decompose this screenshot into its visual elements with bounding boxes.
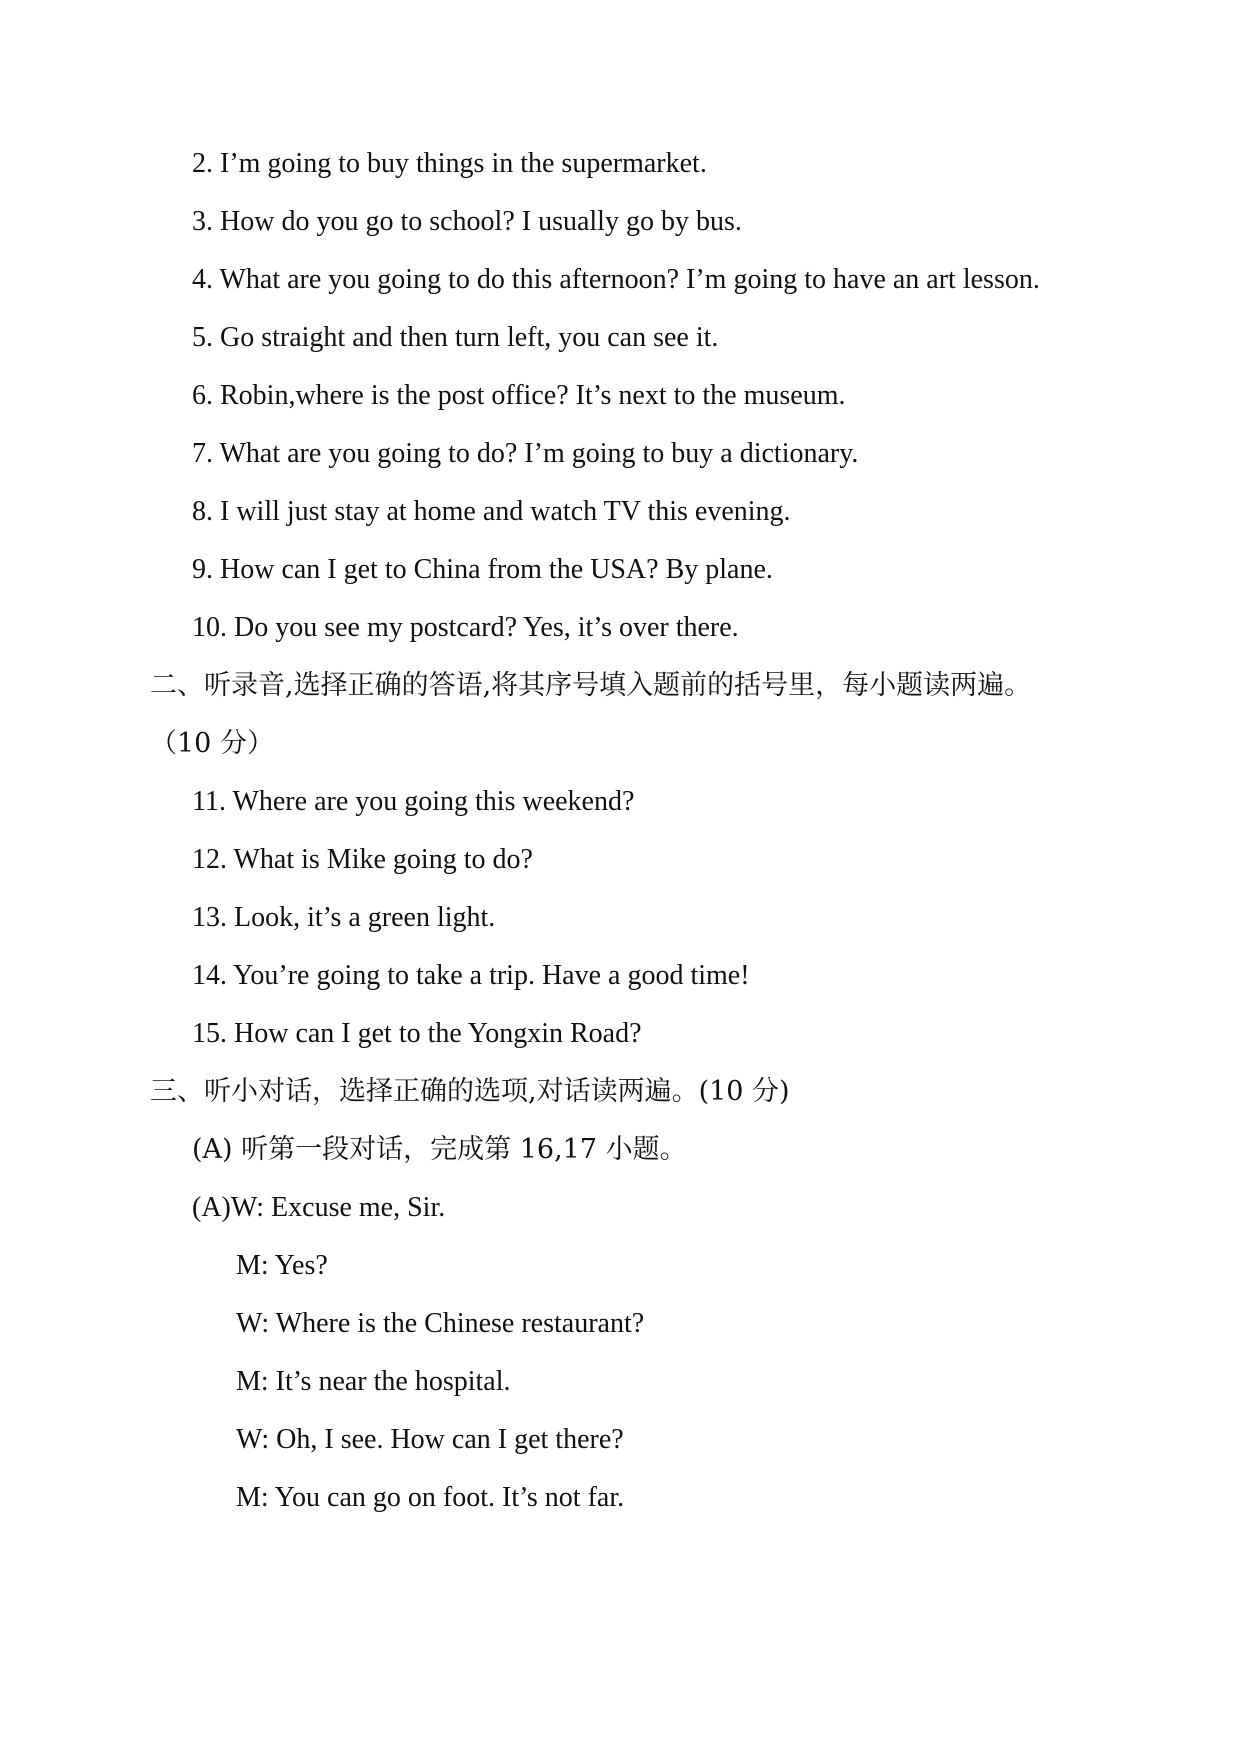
- question-line-12: 12. What is Mike going to do?: [192, 844, 533, 875]
- listening-script-line-6: 6. Robin,where is the post office? It’s next to the museum.: [192, 380, 846, 411]
- dialogue-line-2: M: Yes?: [236, 1250, 328, 1281]
- question-line-14: 14. You’re going to take a trip. Have a good time!: [192, 960, 750, 991]
- listening-script-line-5: 5. Go straight and then turn left, you can see it.: [192, 322, 719, 353]
- listening-script-line-10: 10. Do you see my postcard? Yes, it’s over there.: [192, 612, 739, 643]
- question-line-15: 15. How can I get to the Yongxin Road?: [192, 1018, 642, 1049]
- section-three-heading: 三、听小对话，选择正确的选项,对话读两遍。(10 分): [150, 1076, 790, 1107]
- question-line-13: 13. Look, it’s a green light.: [192, 902, 496, 933]
- listening-script-line-7: 7. What are you going to do? I’m going to buy a dictionary.: [192, 438, 859, 469]
- section-two-score: （10 分）: [150, 728, 274, 759]
- listening-script-line-4: 4. What are you going to do this afternoon? I’m going to have an art lesson.: [192, 264, 1040, 295]
- dialogue-line-3: W: Where is the Chinese restaurant?: [236, 1308, 645, 1339]
- section-two-heading: 二、听录音,选择正确的答语,将其序号填入题前的括号里，每小题读两遍。: [150, 670, 1032, 701]
- dialogue-line-5: W: Oh, I see. How can I get there?: [236, 1424, 624, 1455]
- listening-script-line-8: 8. I will just stay at home and watch TV this evening.: [192, 496, 791, 527]
- dialogue-line-6: M: You can go on foot. It’s not far.: [236, 1482, 625, 1513]
- dialogue-line-1: (A)W: Excuse me, Sir.: [192, 1192, 446, 1223]
- dialogue-a-instruction: (A) 听第一段对话，完成第 16,17 小题。: [192, 1134, 687, 1165]
- question-line-11: 11. Where are you going this weekend?: [192, 786, 635, 817]
- dialogue-line-4: M: It’s near the hospital.: [236, 1366, 511, 1397]
- listening-script-line-9: 9. How can I get to China from the USA? By plane.: [192, 554, 773, 585]
- listening-script-line-3: 3. How do you go to school? I usually go by bus.: [192, 206, 742, 237]
- listening-script-line-2: 2. I’m going to buy things in the supermarket.: [192, 148, 707, 179]
